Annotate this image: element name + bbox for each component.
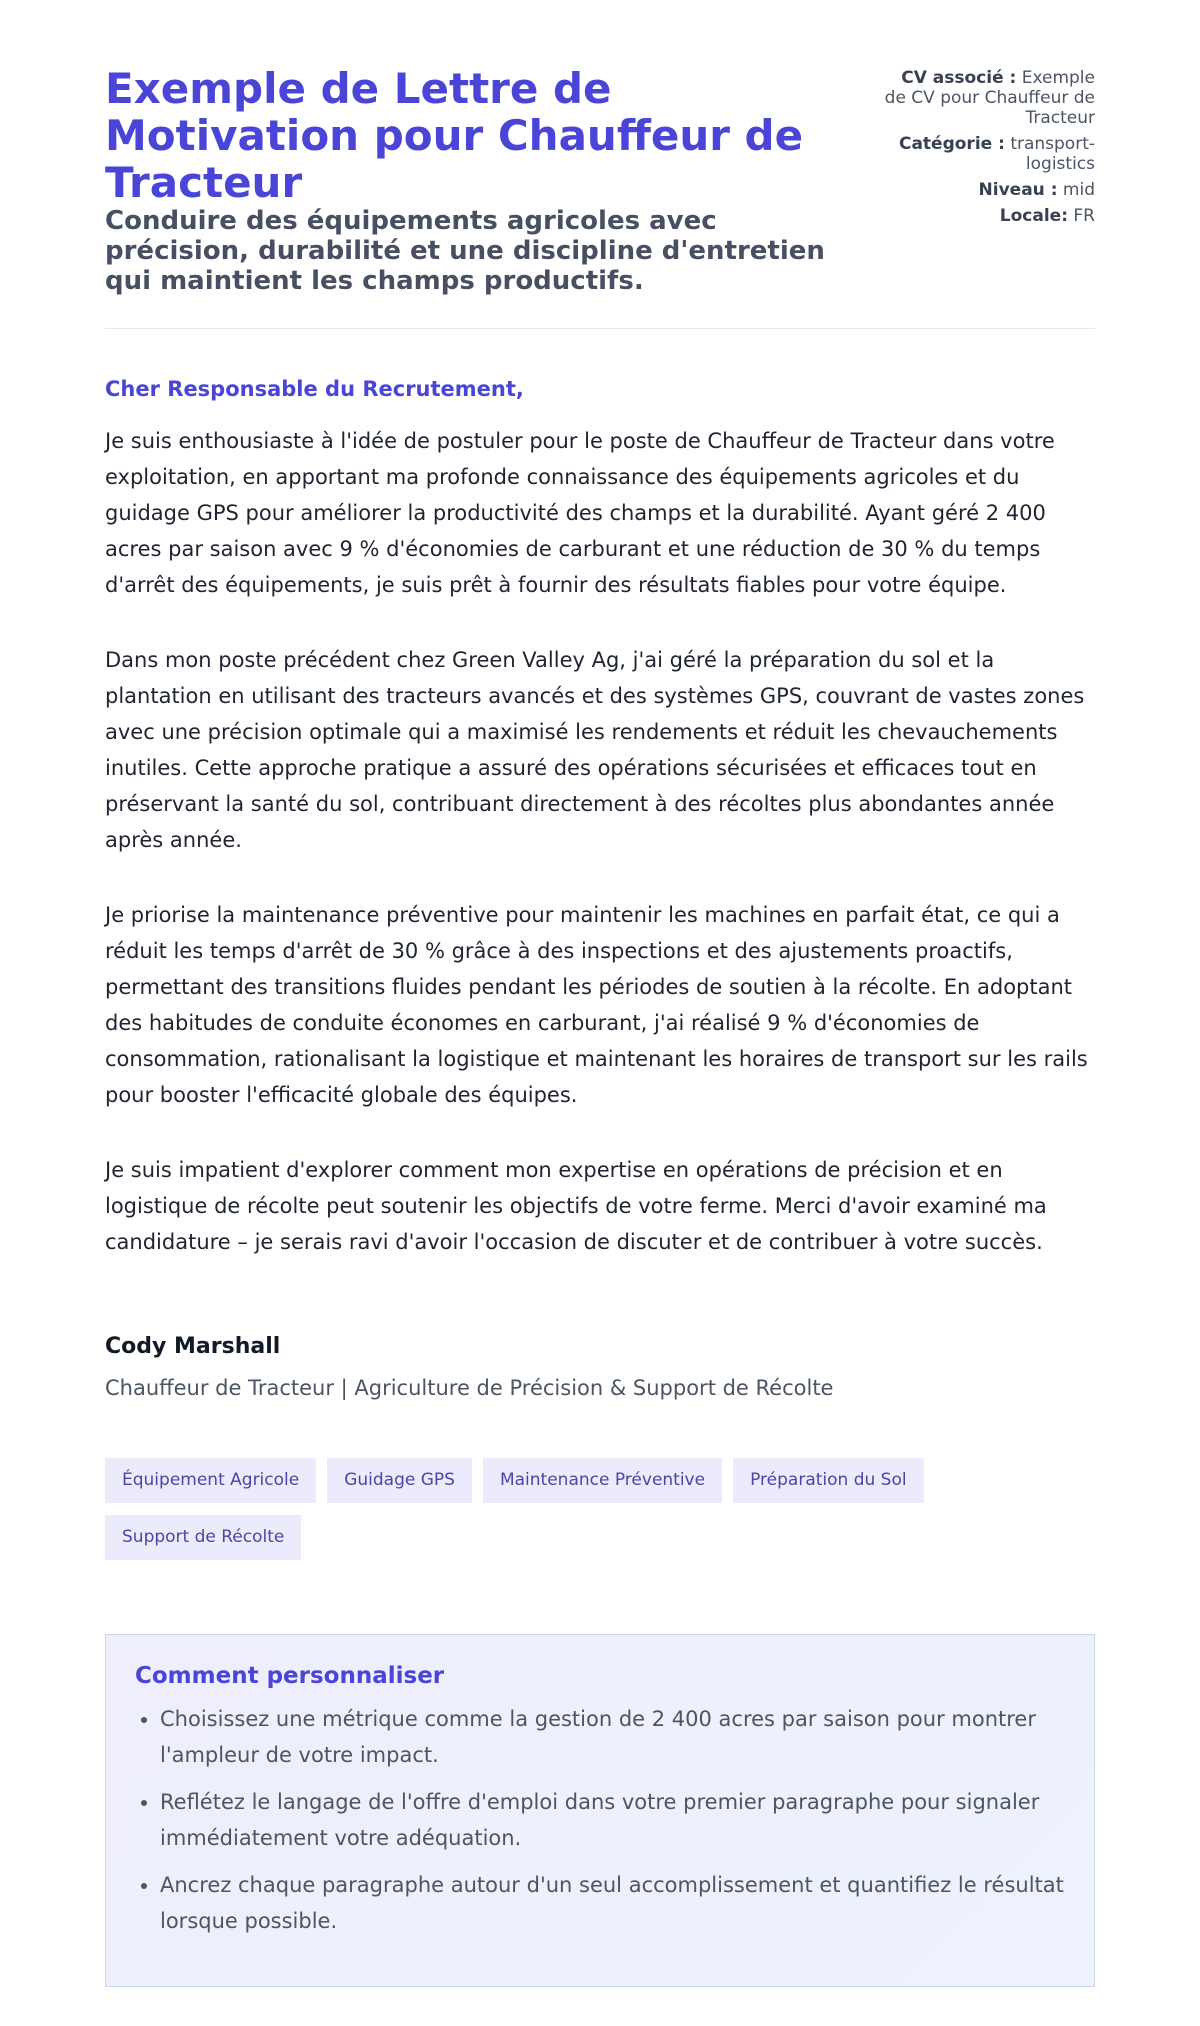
meta-category-label: Catégorie : — [898, 134, 1005, 154]
signature-name: Cody Marshall — [105, 1334, 281, 1359]
meta-category-value: transport-logistics — [1010, 134, 1095, 174]
meta-category — [875, 134, 1095, 174]
skill-tags — [105, 1458, 1095, 1560]
title-block — [105, 65, 865, 296]
tip-item: • Choisissez une métrique comme la gestion de 2 400 acres par saison pour montrer l'ampleur de votre impact. — [160, 1701, 1065, 1773]
letter-body — [105, 329, 1095, 1400]
skill-tag: Guidage GPS — [327, 1458, 472, 1503]
page-subtitle: Conduire des équipements agricoles avec précision, durabilité et une discipline d'entretien qui maintient les champs productifs. — [105, 206, 825, 296]
tips-list — [135, 1701, 1065, 1939]
skill-tag: Équipement Agricole — [105, 1458, 316, 1503]
metadata-panel — [875, 65, 1095, 232]
meta-locale — [875, 206, 1095, 226]
tip-item: • Reflétez le langage de l'offre d'emploi dans votre premier paragraphe pour signaler immédiatement votre adéquation. — [160, 1784, 1065, 1856]
signature-block — [105, 1299, 1095, 1400]
meta-related-cv-value: Exemple de CV pour Chauffeur de Tracteur — [884, 68, 1095, 128]
meta-related-cv — [875, 68, 1095, 128]
meta-level-label: Niveau : — [978, 180, 1058, 200]
letter-paragraph-4: Je suis impatient d'explorer comment mon expertise en opérations de précision et en logistique de récolte peut soutenir les objectifs de votre ferme. Merci d'avoir examiné ma candidature – je serais ravi d'avoir l'occasion de discuter et de contribuer à votre succès. — [105, 1158, 1047, 1254]
salutation: Cher Responsable du Recrutement, — [105, 377, 524, 401]
page-header — [105, 65, 1095, 329]
skill-tag: Maintenance Préventive — [483, 1458, 722, 1503]
letter-paragraph-3: Je priorise la maintenance préventive pour maintenir les machines en parfait état, ce qui a réduit les temps d'arrêt de 30 % grâce à des inspections et des ajustements proactifs, permettant des transitions fluides pendant les périodes de soutien à la récolte. En adoptant des habitudes de conduite économes en carburant, j'ai réalisé 9 % d'économies de consommation, rationalisant la logistique et maintenant les horaires de transport sur les rails pour booster l'efficacité globale des équipes. — [105, 903, 1088, 1107]
skill-tag: Support de Récolte — [105, 1515, 301, 1560]
letter-paragraph-2: Dans mon poste précédent chez Green Valley Ag, j'ai géré la préparation du sol et la plantation en utilisant des tracteurs avancés et des systèmes GPS, couvrant de vastes zones avec une précision optimale qui a maximisé les rendements et réduit les chevauchements inutiles. Cette approche pratique a assuré des opérations sécurisées et efficaces tout en préservant la santé du sol, contribuant directement à des récoltes plus abondantes année après année. — [105, 648, 1085, 852]
meta-related-cv-label: CV associé : — [901, 68, 1017, 88]
skill-tag: Préparation du Sol — [733, 1458, 924, 1503]
meta-level-value: mid — [1062, 180, 1095, 200]
customization-tips-box — [105, 1634, 1095, 1987]
meta-level — [875, 180, 1095, 200]
letter-paragraph-1: Je suis enthousiaste à l'idée de postuler pour le poste de Chauffeur de Tracteur dans votre exploitation, en apportant ma profonde connaissance des équipements agricoles et du guidage GPS pour améliorer la productivité des champs et la durabilité. Ayant géré 2 400 acres par saison avec 9 % d'économies de carburant et une réduction de 30 % du temps d'arrêt des équipements, je suis prêt à fournir des résultats fiables pour votre équipe. — [105, 429, 1055, 597]
cover-letter-page — [105, 0, 1095, 1987]
page-title: Exemple de Lettre de Motivation pour Chauffeur de Tracteur — [105, 64, 804, 207]
meta-locale-label: Locale: — [999, 206, 1068, 226]
meta-locale-value: FR — [1073, 206, 1095, 226]
tips-title: Comment personnaliser — [135, 1663, 445, 1689]
tip-item: • Ancrez chaque paragraphe autour d'un seul accomplissement et quantifiez le résultat lorsque possible. — [160, 1867, 1065, 1939]
signature-role: Chauffeur de Tracteur | Agriculture de Précision & Support de Récolte — [105, 1376, 834, 1400]
